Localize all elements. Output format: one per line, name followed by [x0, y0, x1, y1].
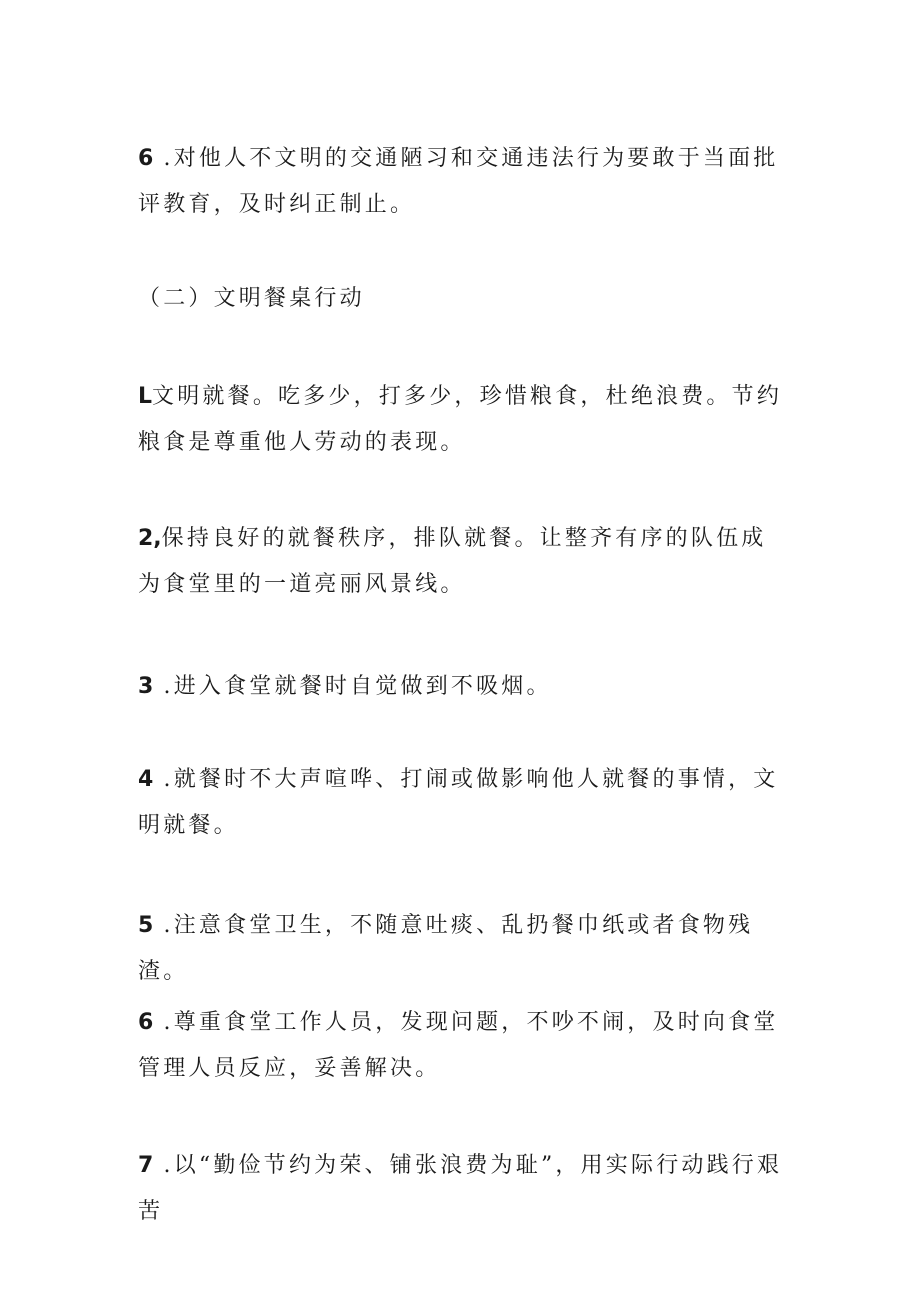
paragraph-text: 文明就餐。吃多少，打多少，珍惜粮食，杜绝浪费。节约粮食是尊重他人劳动的表现。: [138, 384, 783, 455]
paragraph-traffic-item-6: [138, 136, 783, 228]
paragraph-dining-item-4: [138, 757, 783, 849]
paragraph-text: .进入食堂就餐时自觉做到不吸烟。: [153, 674, 552, 699]
item-number: L: [138, 384, 153, 409]
paragraph-dining-item-7: [138, 1143, 783, 1235]
section-heading-dining: [138, 276, 783, 322]
item-number: 7: [138, 1153, 154, 1178]
item-number: 3: [138, 674, 154, 699]
section-heading-text: （二）文明餐桌行动: [138, 286, 365, 311]
item-number: 4: [138, 767, 154, 792]
paragraph-text: .以“勤俭节约为荣、铺张浪费为耻”，用实际行动践行艰苦: [138, 1153, 783, 1224]
paragraph-dining-item-3: [138, 664, 783, 710]
paragraph-dining-item-2: [138, 516, 783, 608]
paragraph-text: .就餐时不大声喧哗、打闹或做影响他人就餐的事情，文明就餐。: [138, 767, 779, 838]
paragraph-text: .尊重食堂工作人员，发现问题，不吵不闹，及时向食堂管理人员反应，妥善解决。: [138, 1010, 779, 1081]
item-number: 2,: [138, 526, 162, 551]
paragraph-text: .对他人不文明的交通陋习和交通违法行为要敢于当面批评教育，及时纠正制止。: [138, 146, 779, 217]
paragraph-text: .注意食堂卫生，不随意吐痰、乱扔餐巾纸或者食物残渣。: [138, 913, 754, 984]
paragraph-dining-item-1: [138, 374, 783, 466]
item-number: 5: [138, 913, 154, 938]
item-number: 6: [138, 1010, 154, 1035]
paragraph-dining-item-6: [138, 1000, 783, 1092]
item-number: 6: [138, 146, 154, 171]
paragraph-text: 保持良好的就餐秩序，排队就餐。让整齐有序的队伍成为食堂里的一道亮丽风景线。: [138, 526, 767, 597]
paragraph-dining-item-5: [138, 903, 783, 995]
